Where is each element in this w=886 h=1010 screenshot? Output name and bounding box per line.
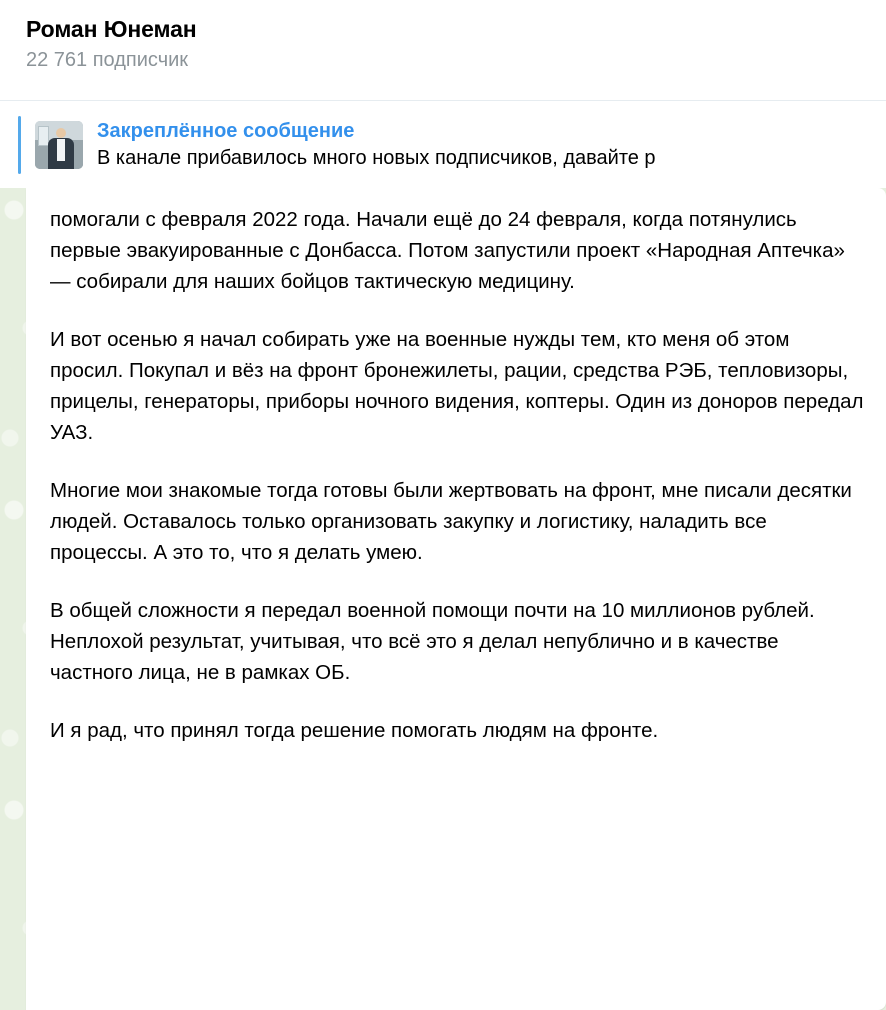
channel-title: Роман Юнеман bbox=[26, 16, 197, 42]
message-paragraph: И я рад, что принял тогда решение помогать людям на фронте. bbox=[50, 719, 659, 742]
message-paragraph: Многие мои знакомые тогда готовы были жертвовать на фронт, мне писали десятки людей. Оставалось только организовать закупку и логистику, наладить все процессы. А это то, что я делать умею. bbox=[50, 479, 858, 564]
thumbnail-person-head bbox=[56, 128, 66, 138]
channel-header[interactable] bbox=[0, 0, 886, 100]
pinned-message-preview: В канале прибавилось много новых подписчиков, давайте р bbox=[97, 146, 656, 169]
pinned-message-text-column bbox=[97, 118, 886, 172]
thumbnail-person-shirt bbox=[57, 139, 65, 161]
pinned-accent-stripe bbox=[18, 116, 21, 174]
message-bubble[interactable] bbox=[26, 188, 886, 1010]
pinned-message-bar[interactable] bbox=[0, 100, 886, 188]
pinned-message-thumbnail[interactable] bbox=[35, 121, 83, 169]
message-paragraph: В общей сложности я передал военной помощи почти на 10 миллионов рублей. Неплохой результат, учитывая, что всё это я делал непублично и в качестве частного лица, не в рамках ОБ. bbox=[50, 599, 821, 684]
message-paragraph: помогали с февраля 2022 года. Начали ещё до 24 февраля, когда потянулись первые эвакуированные с Донбасса. Потом запустили проект «Народная Аптечка» — собирали для наших бойцов тактическую медицину. bbox=[50, 208, 851, 293]
pinned-message-label: Закреплённое сообщение bbox=[97, 119, 355, 142]
chat-message-area[interactable] bbox=[0, 188, 886, 1010]
channel-subscriber-count: 22 761 подписчик bbox=[26, 49, 189, 71]
message-paragraph: И вот осенью я начал собирать уже на военные нужды тем, кто меня об этом просил. Покупал и вёз на фронт бронежилеты, рации, средства РЭБ, тепловизоры, прицелы, генераторы, приборы ночного видения, коптеры. Один из доноров передал УАЗ. bbox=[50, 328, 870, 444]
